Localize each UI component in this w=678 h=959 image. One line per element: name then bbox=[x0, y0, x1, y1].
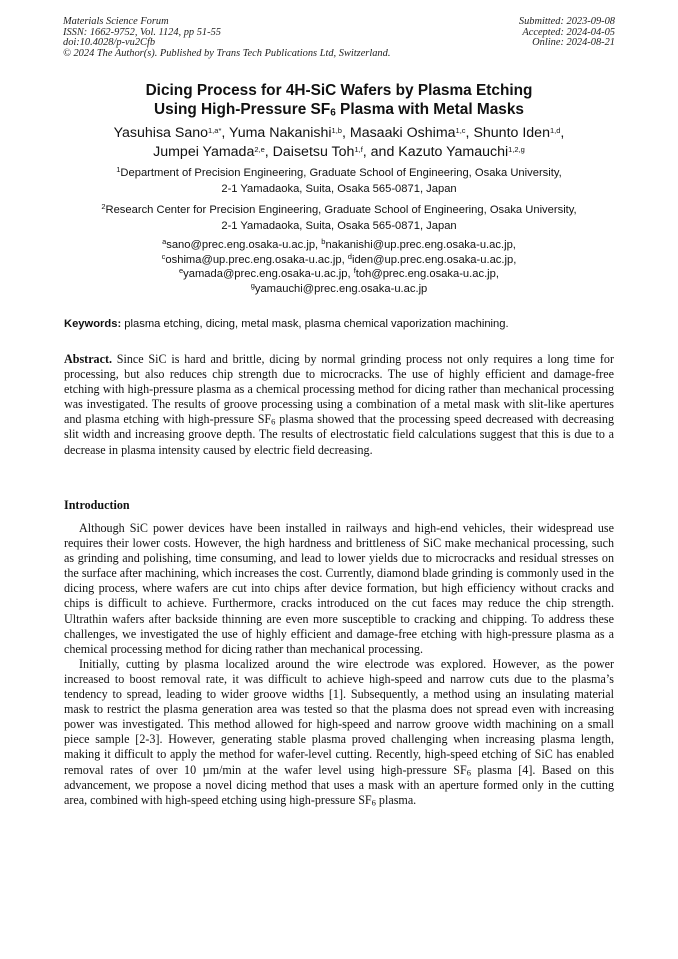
email-link[interactable]: yamauchi@prec.eng.osaka-u.ac.jp bbox=[254, 283, 428, 296]
title-line-1: Dicing Process for 4H-SiC Wafers by Plasma Etching bbox=[145, 82, 533, 99]
affiliation-2: $^2$Research Center for Precision Engineering, Graduate School of Engineering, Osaka University, 2-1 Yamadaoka, Suita, Osaka 565-0871, Japan bbox=[101, 201, 577, 232]
introduction-body bbox=[64, 521, 614, 808]
issn-line: ISSN: 1662-9752, Vol. 1124, pp 51-55 bbox=[63, 26, 221, 38]
online-date: Online: 2024-08-21 bbox=[532, 37, 615, 49]
copyright-line: © 2024 The Author(s). Published by Trans Tech Publications Ltd, Switzerland. bbox=[63, 47, 391, 59]
author-list bbox=[40, 124, 638, 161]
author-name: Jumpei Yamada bbox=[153, 143, 255, 160]
email-link[interactable]: yamada@prec.eng.osaka-u.ac.jp bbox=[183, 268, 348, 281]
keywords-text: plasma etching, dicing, metal mask, plasma chemical vaporization machining. bbox=[121, 318, 509, 330]
paragraph: Initially, cutting by plasma localized around the wire electrode was explored. However, as the power increased to boost removal rate, it was difficult to achieve high-speed and narrow cuts due to the plasma’s tendency to spread, leading to wider groove widths [1]. Subsequently, a method using an insulating material mask to restrict the plasma generation area was tested so that the plasma does not spread even with increasing power was investigated. This method allowed for high-speed and narrow groove width machining on a small piece sample [2-3]. However, generating stable plasma proved challenging when increasing plasma length, making it difficult to apply the method for wafer-level cutting. Recently, high-speed etching of SiC has enabled removal rates of over 10 µm/min at the wafer level using high-pressure $SF_6$ plasma [4]. Based on this advancement, we propose a novel dicing method that uses a mask with an aperture formed only in the cutting area, combined with high-speed etching using high-pressure $SF_6$ plasma. bbox=[64, 656, 615, 808]
abstract-label: Abstract. bbox=[64, 352, 113, 366]
email-link[interactable]: toh@prec.eng.osaka-u.ac.jp, bbox=[355, 268, 500, 281]
email-link[interactable]: sano@prec.eng.osaka-u.ac.jp bbox=[166, 239, 316, 251]
abstract: Abstract. Since SiC is hard and brittle, dicing by normal grinding process not only requires a long time for processing, but also reduces chip strength due to microcracks. The use of highly efficient and damage-free etching with high-pressure plasma as a chemical processing method for dicing rather than mechanical processing was investigated. The results of groove processing using a combination of a metal mask with slit-like apertures and plasma etching with high-pressure $SF_6$ plasma showed that the processing speed decreased with decreasing slit width and increasing groove depth. The results of electrostatic field calculations suggest that this is due to a decrease in plasma intensity caused by electric field decreasing. bbox=[64, 352, 614, 457]
author-line-1: Yasuhisa Sano$^{1,a*}$, Yuma Nakanishi$^{1,b}$, Masaaki Oshima$^{1,c}$, Shunto Iden$^{1,d}$, bbox=[113, 125, 565, 141]
author-name: Masaaki Oshima bbox=[349, 125, 456, 141]
affiliation-1: $^1$Department of Precision Engineering, Graduate School of Engineering, Osaka University, 2-1 Yamadaoka, Suita, Osaka 565-0871, Japan bbox=[116, 164, 562, 195]
email-link[interactable]: nakanishi@up.prec.eng.osaka-u.ac.jp, bbox=[325, 239, 516, 251]
author-name: Yasuhisa Sano bbox=[113, 125, 209, 141]
paper-title bbox=[40, 82, 638, 119]
author-line-2: Jumpei Yamada$^{2,e}$, Daisetsu Toh$^{1,f}$, and Kazuto Yamauchi$^{1,2,g}$ bbox=[153, 143, 525, 160]
introduction-heading: Introduction bbox=[64, 498, 130, 512]
author-name: Daisetsu Toh bbox=[272, 143, 355, 160]
journal-name: Materials Science Forum bbox=[63, 16, 169, 27]
submitted-date: Submitted: 2023-09-08 bbox=[518, 16, 615, 27]
email-link[interactable]: iden@up.prec.eng.osaka-u.ac.jp, bbox=[351, 253, 517, 266]
email-link[interactable]: oshima@up.prec.eng.osaka-u.ac.jp bbox=[165, 253, 342, 266]
accepted-date: Accepted: 2024-04-05 bbox=[522, 26, 615, 38]
author-name: Kazuto Yamauchi bbox=[398, 143, 509, 160]
paragraph: Although SiC power devices have been installed in railways and high-end vehicles, their widespread use requires their lower costs. However, the high hardness and brittleness of SiC make mechanical processing, such as grinding and polishing, time consuming, and lead to lower yields due to microcracks and residual stresses on the surface after machining, which increases the cost. Currently, diamond blade grinding is commonly used in the dicing process, where wafers are cut into chips after device formation, but high efficiency without cracks and chips is difficult to achieve. Furthermore, cracks introduced on the cut faces may reduce the chip strength. Ultrathin wafers after backside thinning are even more susceptible to cracking and chipping. To address these challenges, we investigated the use of highly efficient and damage-free etching with high-pressure plasma as a chemical processing method for dicing rather than mechanical processing. bbox=[64, 521, 614, 656]
dates-header bbox=[415, 17, 615, 49]
keywords-label: Keywords: bbox=[64, 318, 122, 330]
doi-link[interactable]: doi:10.4028/p-vu2Cfb bbox=[63, 37, 156, 49]
author-name: Shunto Iden bbox=[473, 125, 550, 141]
title-line-2: Using High-Pressure $SF_6$ Plasma with Metal Masks bbox=[154, 100, 524, 118]
keywords bbox=[64, 317, 624, 331]
author-name: Yuma Nakanishi bbox=[229, 125, 332, 141]
email-list: $^a$sano@prec.eng.osaka-u.ac.jp, $^b$nakanishi@up.prec.eng.osaka-u.ac.jp, $^c$oshima@up.prec.eng.osaka-u.ac.jp, $^d$iden@up.prec.eng.osaka-u.ac.jp, $^e$yamada@prec.eng.osaka-u.ac.jp, $^f$toh@prec.eng.osaka-u.ac.jp, $^g$yamauchi@prec.eng.osaka-u.ac.jp bbox=[161, 236, 517, 296]
journal-header bbox=[63, 17, 463, 59]
